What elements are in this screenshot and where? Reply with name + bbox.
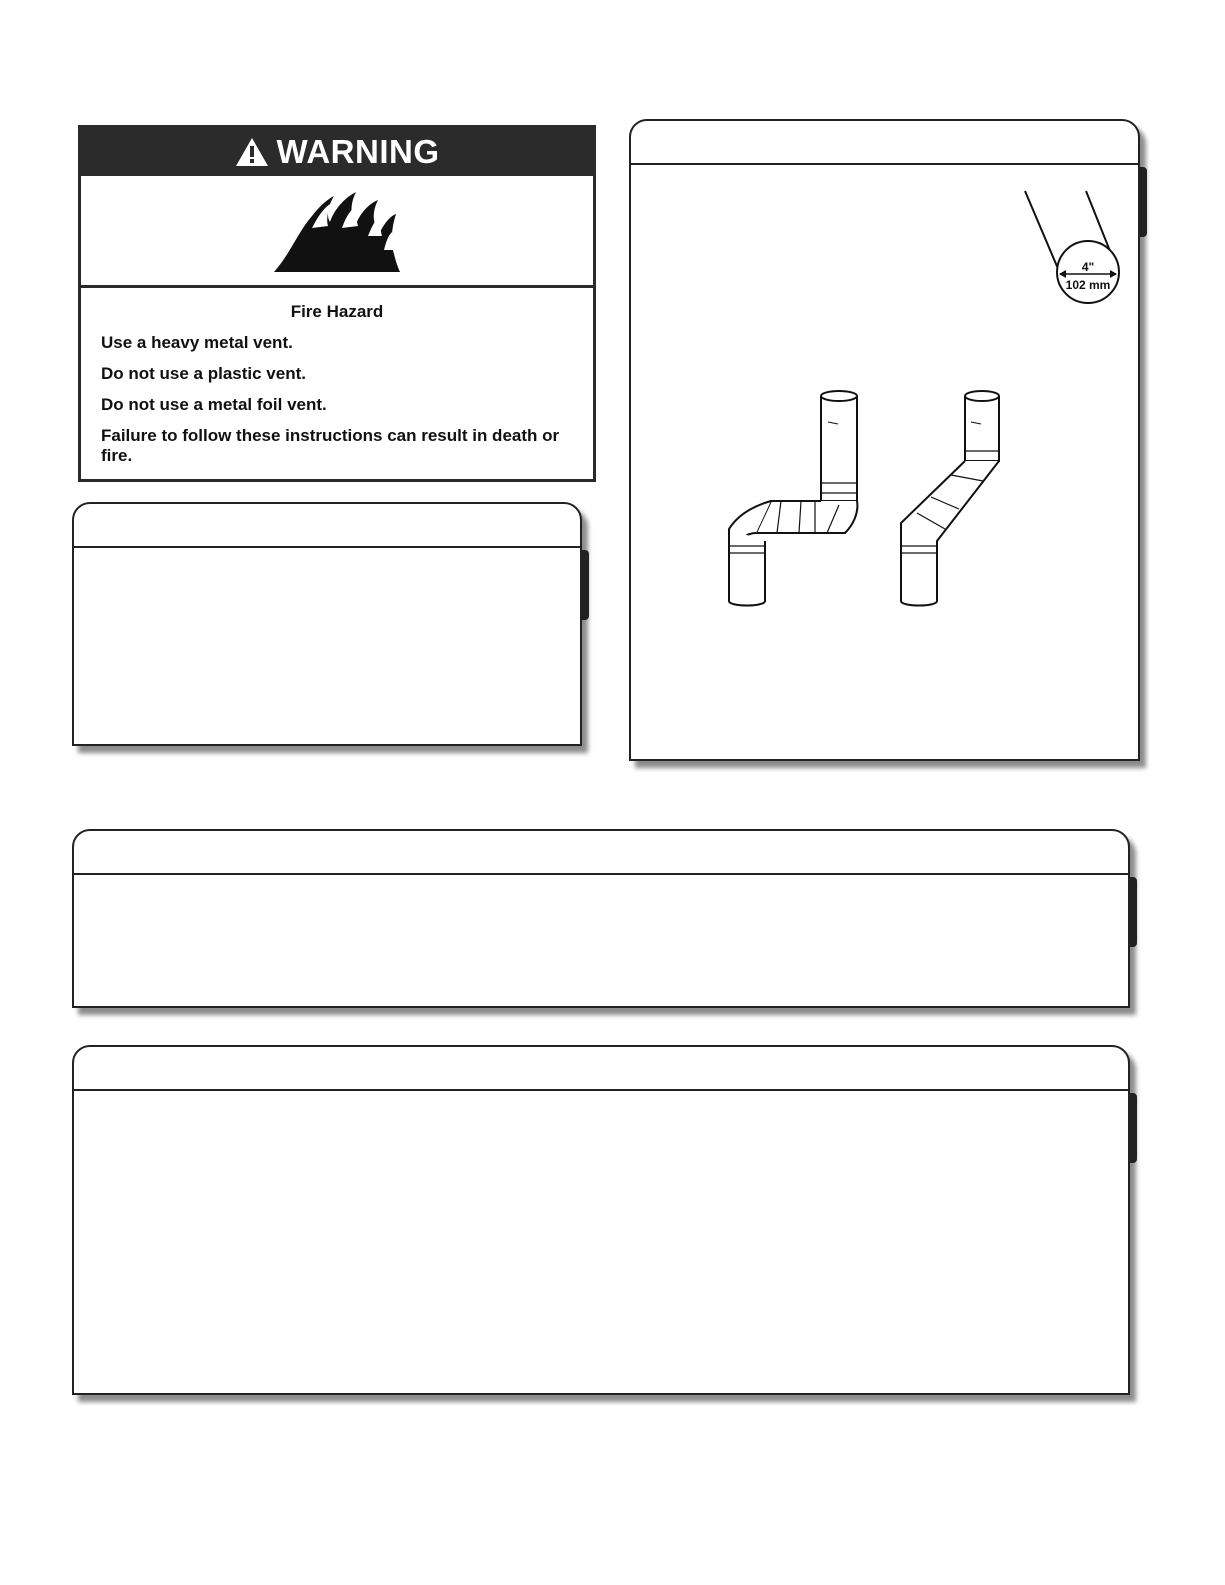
elbow-vent-right (901, 391, 999, 606)
panel-tab (74, 504, 580, 548)
info-panel-bottom (72, 1045, 1130, 1395)
diameter-mm-label: 102 mm (1065, 278, 1111, 292)
info-panel-left (72, 502, 582, 746)
hazard-title: Fire Hazard (290, 302, 384, 321)
elbow-vent-left (729, 391, 857, 606)
warning-line-3: Do not use a metal foil vent. (101, 395, 327, 414)
warning-triangle-icon (235, 137, 269, 167)
info-panel-middle (72, 829, 1130, 1008)
panel-tab (74, 831, 1128, 875)
warning-box (78, 125, 596, 482)
diameter-inch-label: 4" (1081, 260, 1095, 274)
warning-body (81, 288, 593, 466)
warning-icon-area (81, 176, 593, 288)
warning-line-1: Use a heavy metal vent. (101, 333, 293, 352)
panel-edge (1140, 167, 1147, 237)
panel-edge (1130, 877, 1137, 947)
warning-line-2: Do not use a plastic vent. (101, 364, 306, 383)
panel-tab (74, 1047, 1128, 1091)
panel-edge (582, 550, 589, 620)
fire-icon (272, 188, 402, 274)
warning-header (81, 128, 593, 176)
warning-line-4: Failure to follow these instructions can result in death or fire. (101, 426, 560, 465)
panel-edge (1130, 1093, 1137, 1163)
vent-diagram (631, 121, 1138, 759)
vent-diagram-panel (629, 119, 1140, 761)
warning-title: WARNING (276, 133, 440, 170)
